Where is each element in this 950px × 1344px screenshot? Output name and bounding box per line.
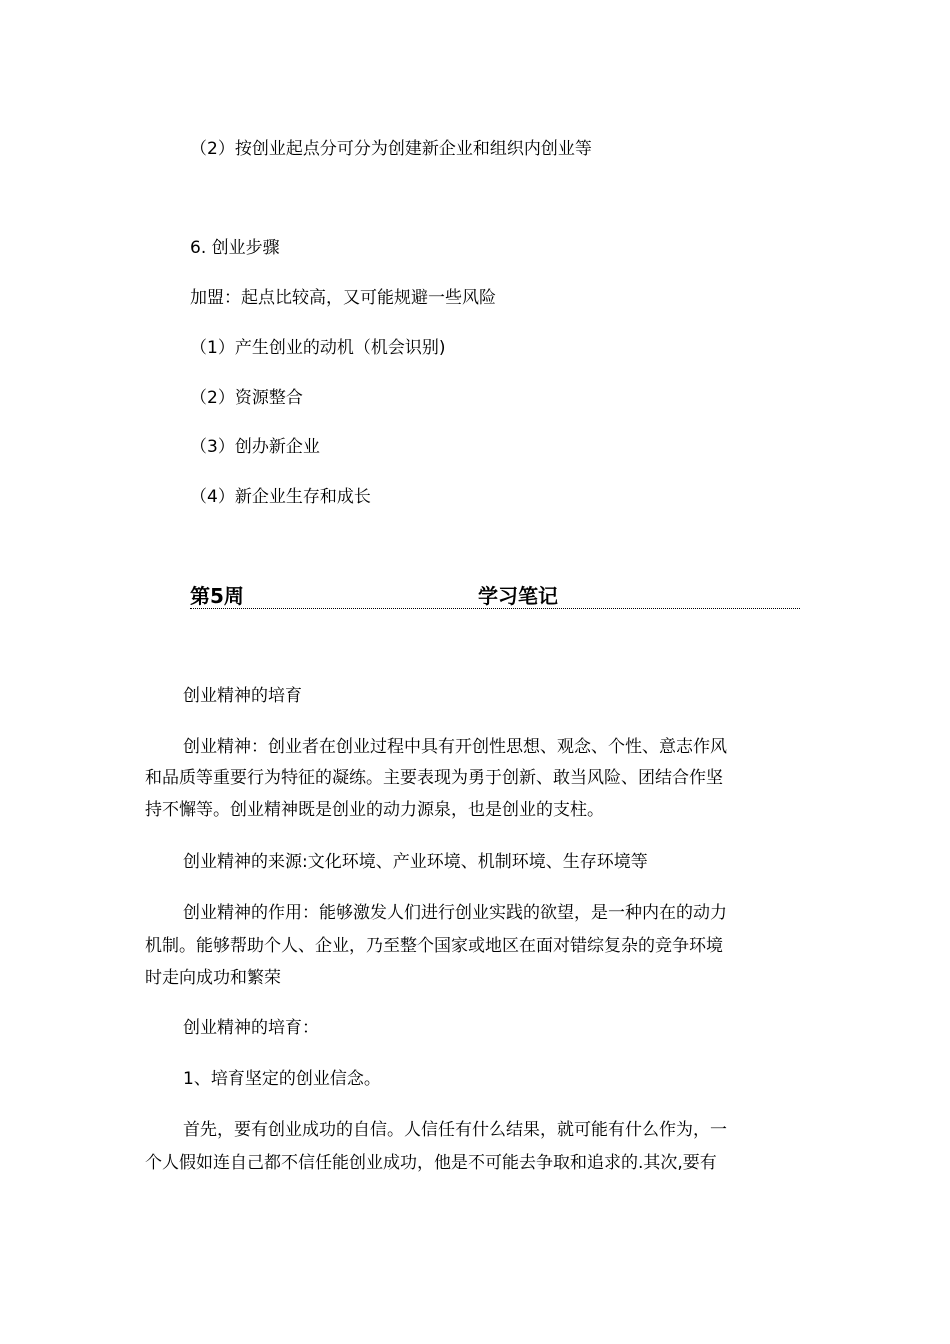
list-item-2: （2）按创业起点分可分为创建新企业和组织内创业等 <box>190 139 592 159</box>
paragraph-line: 个人假如连自己都不信任能创业成功，他是不可能去争取和追求的.其次,要有 <box>145 1153 717 1173</box>
paragraph-line: 持不懈等。创业精神既是创业的动力源泉，也是创业的支柱。 <box>145 800 604 820</box>
week-heading <box>190 584 800 609</box>
cultivation-heading: 创业精神的培育： <box>183 1018 319 1038</box>
step-item: （4）新企业生存和成长 <box>190 487 371 507</box>
step-item: （3）创办新企业 <box>190 437 320 457</box>
paragraph-line: 时走向成功和繁荣 <box>145 968 281 988</box>
step-item: （2）资源整合 <box>190 388 303 408</box>
point-heading: 1、培育坚定的创业信念。 <box>183 1069 381 1089</box>
section-heading-steps: 6. 创业步骤 <box>190 238 280 258</box>
notes-subtitle: 创业精神的培育 <box>183 686 302 706</box>
paragraph-line: 和品质等重要行为特征的凝练。主要表现为勇于创新、敢当风险、团结合作坚 <box>145 768 723 788</box>
paragraph-line: 首先，要有创业成功的自信。人信任有什么结果，就可能有什么作为，一 <box>183 1120 727 1140</box>
paragraph-line: 创业精神：创业者在创业过程中具有开创性思想、观念、个性、意志作风 <box>183 737 727 757</box>
paragraph-line: 机制。能够帮助个人、企业，乃至整个国家或地区在面对错综复杂的竞争环境 <box>145 936 723 956</box>
week-label: 第5周 <box>190 584 244 608</box>
franchise-note: 加盟：起点比较高，又可能规避一些风险 <box>190 288 496 308</box>
paragraph-line: 创业精神的作用：能够激发人们进行创业实践的欲望，是一种内在的动力 <box>183 903 727 923</box>
notes-title: 学习笔记 <box>478 584 558 608</box>
step-item: （1）产生创业的动机（机会识别) <box>190 338 446 358</box>
source-line: 创业精神的来源:文化环境、产业环境、机制环境、生存环境等 <box>183 852 648 872</box>
